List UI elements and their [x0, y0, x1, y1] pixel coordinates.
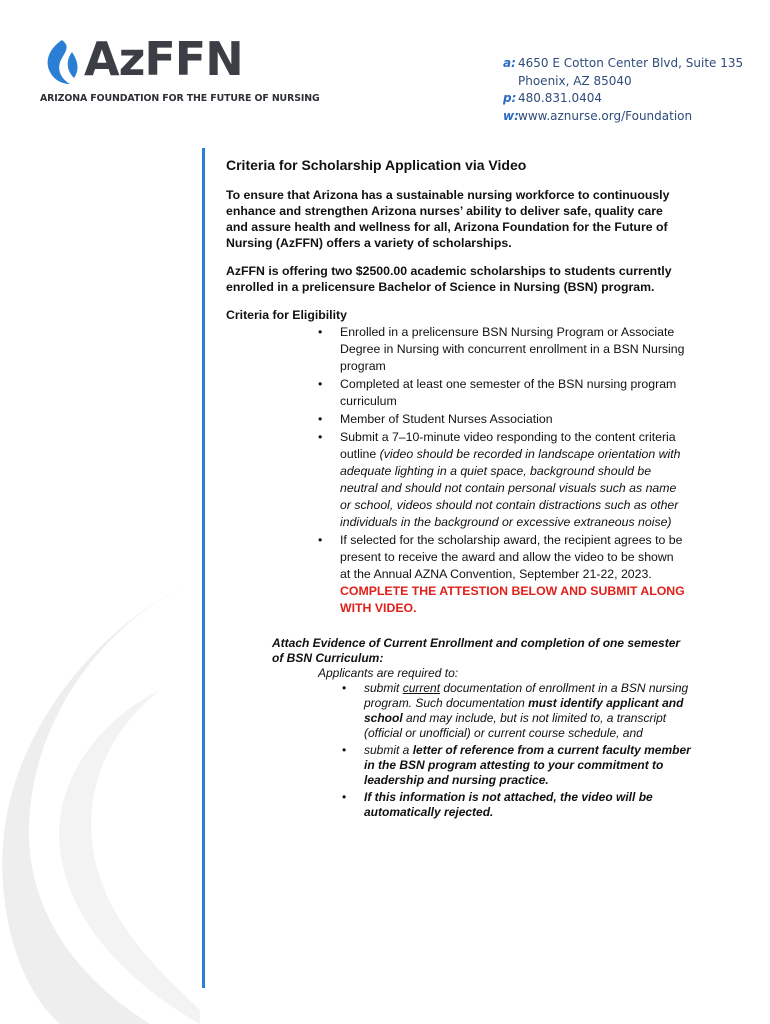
bullet-icon: • — [342, 743, 347, 757]
bullet-icon: • — [342, 790, 347, 804]
eligibility-heading: Criteria for Eligibility — [226, 308, 347, 322]
list-item: • submit current documentation of enrollment in a BSN nursing program. Such documentation must identify applicant and school and may include, but is not limited to, a transcript (official or unofficial) or current course schedule, and — [342, 681, 689, 740]
list-item: • submit a letter of reference from a current faculty member in the BSN program attesting to your commitment to leadership and nursing practice. — [342, 743, 691, 787]
phone-line — [503, 90, 743, 108]
page-title: Criteria for Scholarship Application via Video — [226, 157, 527, 173]
web-label: w: — [503, 108, 519, 123]
list-item: • Submit a 7–10-minute video responding to the content criteria outline (video should be recorded in landscape orientation with adequate lighting in a quiet space, background should be neutral and should not contain personal visuals such as name or school, videos should not contain distractions such as other individuals in the background or excessive extraneous noise) — [318, 430, 681, 529]
list-item: • Completed at least one semester of the BSN nursing program curriculum — [318, 377, 677, 408]
attach-section — [272, 636, 691, 820]
document-body — [226, 157, 691, 822]
attestation-alert: COMPLETE THE ATTESTION BELOW AND SUBMIT ALONG WITH VIDEO. — [340, 584, 685, 615]
web-line — [503, 108, 743, 126]
attach-heading: Attach Evidence of Current Enrollment and completion of one semester of BSN Curriculum: — [272, 636, 681, 665]
web-link[interactable]: www.aznurse.org/Foundation — [518, 108, 693, 123]
bullet-icon: • — [318, 430, 323, 444]
logo-wordmark: AzFFN — [84, 32, 243, 86]
address-label: a: — [503, 56, 516, 70]
video-guidelines-note: (video should be recorded in landscape orientation with adequate lighting in a quiet space, background should be neutral and should not contain personal visuals such as name or school, videos should not contain distractions such as other individuals in the background or excessive extraneous noise) — [340, 447, 681, 529]
bullet-icon: • — [342, 681, 347, 695]
phone-number: 480.831.0404 — [518, 91, 602, 105]
intro-paragraph: To ensure that Arizona has a sustainable nursing workforce to continuously enhance and strengthen Arizona nurses’ ability to deliver safe, quality care and assure health and wellness for all, Arizona Foundation for the Future of Nursing (AzFFN) offers a variety of scholarships. — [226, 188, 670, 250]
logo-subtitle: ARIZONA FOUNDATION FOR THE FUTURE OF NURSING — [40, 93, 320, 104]
address-line2: Phoenix, AZ 85040 — [518, 73, 632, 88]
offer-paragraph: AzFFN is offering two $2500.00 academic scholarships to students currently enrolled in a prelicensure Bachelor of Science in Nursing (BSN) program. — [226, 264, 672, 294]
address-line1: 4650 E Cotton Center Blvd, Suite 135 — [518, 56, 744, 70]
vertical-accent-rule — [202, 148, 205, 988]
flame-logo-icon — [40, 38, 82, 86]
list-item: • Member of Student Nurses Association — [318, 412, 553, 426]
list-item: • Enrolled in a prelicensure BSN Nursing Program or Associate Degree in Nursing with concurrent enrollment in a BSN Nursing program — [318, 325, 685, 373]
bullet-icon: • — [318, 377, 323, 391]
flame-watermark-graphic — [0, 580, 200, 1024]
attach-list — [272, 681, 694, 820]
bullet-icon: • — [318, 325, 323, 339]
phone-label: p: — [503, 91, 517, 105]
list-item: • If selected for the scholarship award, the recipient agrees to be present to receive the award and allow the video to be shown at the Annual AZNA Convention, September 21-22, 2023. COMPLETE THE ATTESTION BELOW AND SUBMIT ALONG WITH VIDEO. — [318, 533, 685, 615]
contact-block — [503, 55, 743, 125]
bullet-icon: • — [318, 533, 323, 547]
list-item: • If this information is not attached, the video will be automatically rejected. — [342, 790, 653, 819]
address-line — [503, 55, 743, 73]
attach-intro: Applicants are required to: — [318, 666, 459, 680]
eligibility-list — [226, 324, 686, 617]
bullet-icon: • — [318, 412, 323, 426]
